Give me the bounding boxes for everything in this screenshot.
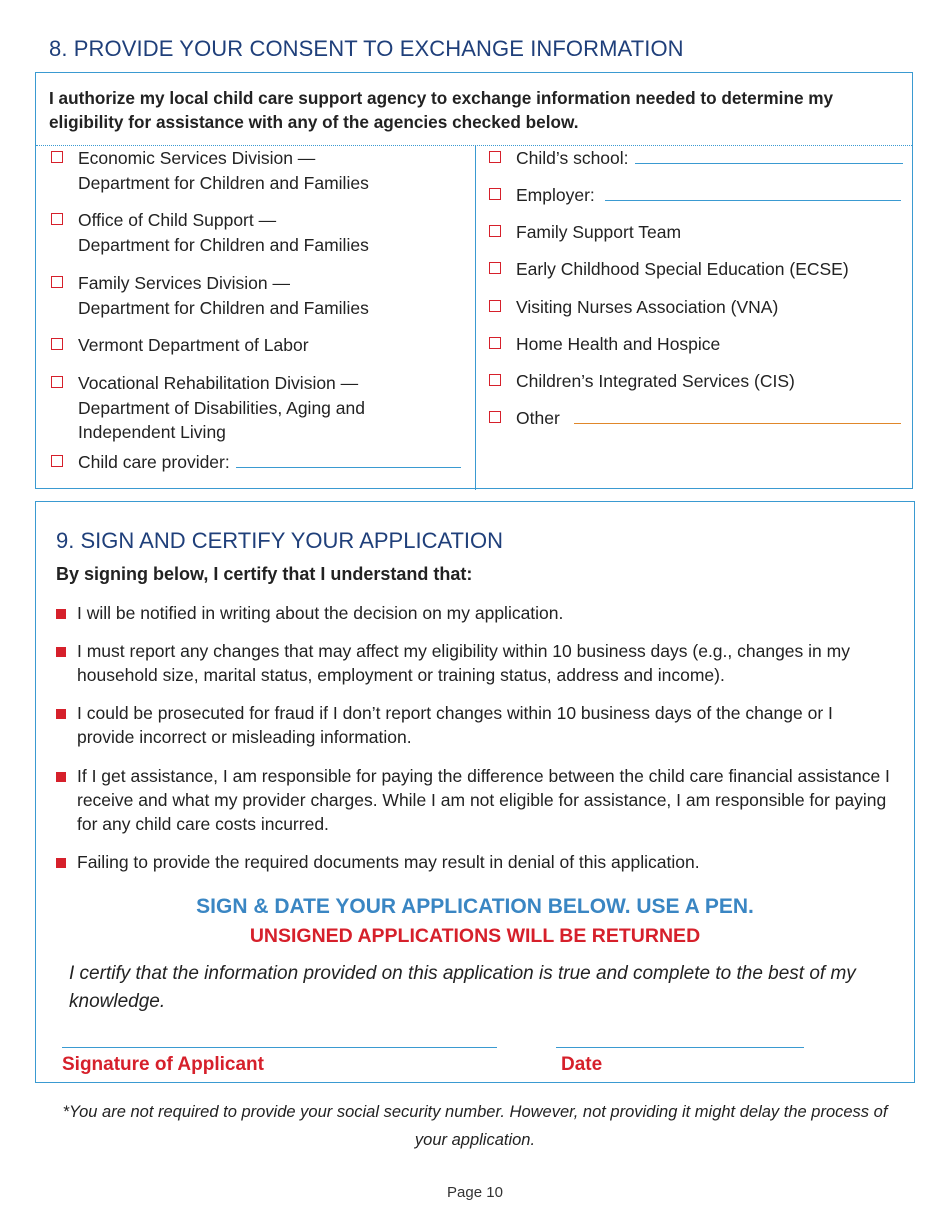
consent-box — [35, 72, 913, 489]
consent-family-support-team[interactable] — [489, 220, 909, 246]
checkbox[interactable] — [489, 300, 501, 312]
consent-vna[interactable] — [489, 295, 909, 321]
bullet-icon — [56, 647, 66, 657]
checkbox[interactable] — [489, 337, 501, 349]
bullet-icon — [56, 609, 66, 619]
sign-date-heading: SIGN & DATE YOUR APPLICATION BELOW. USE A PEN. — [196, 895, 754, 918]
checkbox[interactable] — [489, 225, 501, 237]
consent-home-health-hospice[interactable] — [489, 332, 909, 358]
childs-school-field[interactable] — [635, 162, 903, 164]
agency-label: Child care provider: — [78, 452, 230, 472]
consent-childs-school[interactable] — [489, 146, 909, 172]
section-8-title: 8. PROVIDE YOUR CONSENT TO EXCHANGE INFORMATION — [49, 36, 684, 61]
agency-department: Department for Children and Families — [78, 297, 369, 318]
checkbox[interactable] — [489, 411, 501, 423]
unsigned-warning: UNSIGNED APPLICATIONS WILL BE RETURNED — [249, 925, 701, 947]
checkbox[interactable] — [489, 262, 501, 274]
checkbox[interactable] — [489, 151, 501, 163]
date-label: Date — [561, 1054, 603, 1075]
other-field[interactable] — [574, 422, 901, 424]
agency-label: Early Childhood Special Education (ECSE) — [516, 259, 849, 279]
agency-department-cont: Independent Living — [78, 422, 226, 442]
agency-label: Economic Services Division — — [78, 148, 316, 168]
page-number: Page 10 — [447, 1184, 503, 1201]
agency-label: Family Support Team — [516, 222, 682, 242]
consent-other[interactable] — [489, 406, 909, 432]
agency-department: Department of Disabilities, Aging and — [78, 397, 365, 418]
agency-department: Department for Children and Families — [78, 234, 369, 255]
checkbox[interactable] — [51, 376, 63, 388]
certify-box — [35, 501, 915, 1083]
bullet-text: I will be notified in writing about the decision on my application. — [77, 603, 564, 623]
agency-label: Family Services Division — — [78, 273, 290, 293]
employer-field[interactable] — [605, 199, 901, 201]
agency-label: Children’s Integrated Services (CIS) — [516, 371, 795, 391]
column-divider — [475, 146, 476, 490]
consent-economic-services[interactable] — [51, 146, 461, 196]
section-9-title: 9. SIGN AND CERTIFY YOUR APPLICATION — [56, 528, 504, 553]
certify-intro: By signing below, I certify that I understand that: — [56, 564, 473, 584]
checkbox[interactable] — [51, 151, 63, 163]
bullet-icon — [56, 709, 66, 719]
signature-line[interactable] — [62, 1047, 497, 1048]
bullet-text: If I get assistance, I am responsible for paying the difference between the child care financial assistance I receive and what my provider charges. While I am not eligible for assistance, I am responsible for paying for any child care costs incurred. — [77, 766, 890, 834]
agency-label: Child’s school: — [516, 148, 629, 168]
bullet-text: I must report any changes that may affect my eligibility within 10 business days (e.g., changes in my household size, marital status, employment or training status, address and income). — [77, 641, 850, 685]
checkbox[interactable] — [489, 374, 501, 386]
checkbox[interactable] — [51, 338, 63, 350]
agency-label: Visiting Nurses Association (VNA) — [516, 297, 779, 317]
consent-family-services[interactable] — [51, 271, 461, 321]
consent-ecse[interactable] — [489, 257, 909, 283]
ssn-footnote: *You are not required to provide your social security number. However, not providing it might delay the process of your application. — [62, 1103, 888, 1149]
bullet-text: I could be prosecuted for fraud if I don’t report changes within 10 business days of the change or I provide incorrect or misleading information. — [77, 703, 833, 747]
consent-office-child-support[interactable] — [51, 208, 461, 258]
bullet-icon — [56, 772, 66, 782]
certification-statement: I certify that the information provided on this application is true and complete to the best of my knowledge. — [69, 963, 856, 1012]
agency-label: Vocational Rehabilitation Division — — [78, 373, 359, 393]
checkbox[interactable] — [51, 213, 63, 225]
agency-label: Vermont Department of Labor — [78, 335, 309, 355]
agency-label: Home Health and Hospice — [516, 334, 721, 354]
consent-child-care-provider[interactable] — [51, 450, 471, 476]
date-line[interactable] — [556, 1047, 804, 1048]
child-care-provider-field[interactable] — [236, 466, 461, 468]
consent-employer[interactable] — [489, 183, 909, 209]
consent-cis[interactable] — [489, 369, 909, 395]
agency-label: Employer: — [516, 185, 595, 205]
consent-intro: I authorize my local child care support agency to exchange information needed to determine my eligibility for assistance with any of the agencies checked below. — [49, 88, 834, 132]
bullet-icon — [56, 858, 66, 868]
consent-vocational-rehabilitation[interactable] — [51, 371, 461, 445]
agency-label: Other — [516, 408, 560, 428]
checkbox[interactable] — [51, 455, 63, 467]
agency-department: Department for Children and Families — [78, 172, 369, 193]
agency-label: Office of Child Support — — [78, 210, 277, 230]
checkbox[interactable] — [51, 276, 63, 288]
checkbox[interactable] — [489, 188, 501, 200]
bullet-text: Failing to provide the required documents may result in denial of this application. — [77, 852, 700, 872]
signature-label: Signature of Applicant — [62, 1054, 264, 1075]
consent-department-of-labor[interactable] — [51, 333, 461, 359]
